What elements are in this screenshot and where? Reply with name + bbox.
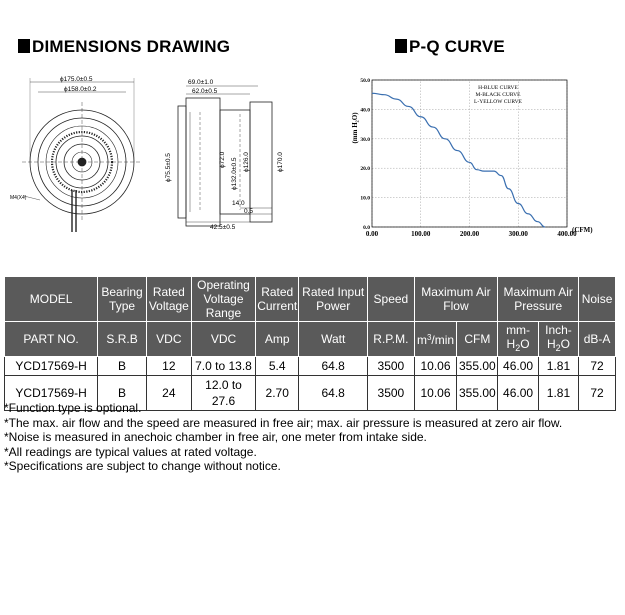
th-m3min: $m^3/\min$ [414,322,457,357]
cell-rated-power: 64.8 [299,357,368,376]
table-row [5,357,616,376]
cell-m3min: 10.06 [414,357,457,376]
pq-y-tick-label: 30.0 [360,136,370,143]
pq-curve-chart [340,72,615,247]
spec-table [4,276,616,411]
table-unit-row [5,322,616,357]
cell-rated-voltage: 12 [146,357,191,376]
cell-operating-voltage: 7.0 to 13.8 [191,357,255,376]
cell-operating-voltage: 12.0 to 27.6 [191,376,255,411]
dimensions-drawing [10,72,310,242]
pq-x-ticks [366,230,577,238]
table-header-row [5,277,616,322]
cell-rated-voltage: 24 [146,376,191,411]
th-speed: Speed [368,277,414,322]
cell-m3min: 10.06 [414,376,457,411]
cell-cfm: 355.00 [457,357,498,376]
pq-title-text: P-Q CURVE [409,37,505,56]
dim-d158-label: ϕ158.0±0.2 [64,86,97,93]
pq-h-curve [372,93,545,227]
th-max-air-flow: Maximum Air Flow [414,277,498,322]
title-square-icon [395,39,407,53]
cell-speed: 3500 [368,376,414,411]
th-model: MODEL [5,277,98,322]
legend-l: L-YELLOW CURVE [474,99,522,105]
th-noise: Noise [579,277,616,322]
cell-rated-current: 2.70 [256,376,299,411]
notes [4,401,562,474]
th-dba: dB-A [579,322,616,357]
dimensions-title [18,37,230,57]
pq-y-tick-label: 20.0 [360,166,370,173]
th-inchh2o: Inch-$H_2O$ [538,322,578,357]
dim-w69-label: 69.0±1.0 [188,79,214,86]
legend-h: H-BLUE CURVE [478,85,518,91]
th-max-air-pressure: Maximum Air Pressure [498,277,579,322]
pq-y-unit: (mm H₂O) [351,112,359,144]
th-rated-power: Rated Input Power [299,277,368,322]
cell-mmh2o: 46.00 [498,376,539,411]
dimensions-title-text: DIMENSIONS DRAWING [32,37,231,56]
th-mmh2o: $mm-H_2O$ [498,322,539,357]
pq-x-tick-label: 400.00 [557,230,577,238]
cell-noise: 72 [579,376,616,411]
dim-h05-label: 0.5 [244,208,254,215]
pq-x-unit: (CFM) [572,226,593,234]
legend-m: M-BLACK CURVE [475,92,521,98]
dim-d126-label: ϕ126.0 [243,152,250,172]
cell-inchh2o: 1.81 [538,376,578,411]
dim-w62-label: 62.0±0.5 [192,88,218,95]
cell-bearing: B [98,376,147,411]
note-line: *The max. air flow and the speed are measured in free air; max. air pressure is measured at zero air flow. [4,415,563,430]
th-rated-voltage: Rated Voltage [146,277,191,322]
pq-y-tick-label: 40.0 [360,107,370,114]
title-square-icon [18,39,30,53]
th-srb: S.R.B [98,322,147,357]
pq-x-tick-label: 100.00 [411,230,431,238]
cell-cfm: 355.00 [457,376,498,411]
th-rpm: R.P.M. [368,322,414,357]
dim-h14-label: 14.0 [232,200,245,207]
cell-inchh2o: 1.81 [538,357,578,376]
cell-rated-power: 64.8 [299,376,368,411]
cell-part-no: YCD17569-H [5,357,98,376]
th-cfm: CFM [457,322,498,357]
th-rated-current: Rated Current [256,277,299,322]
pq-curve-title [395,37,505,57]
dim-d175-label: ϕ175.0±0.5 [60,76,93,83]
dim-mounting-label: M4(X4) [10,195,27,201]
pq-y-ticks [360,78,370,231]
cell-rated-current: 5.4 [256,357,299,376]
th-watt: Watt [299,322,368,357]
dim-d132-label: ϕ132.0±0.5 [231,157,238,190]
dim-d72-label: ϕ72.0 [219,151,226,168]
th-vdc2: VDC [191,322,255,357]
pq-y-tick-label: 10.0 [360,195,370,202]
th-vdc1: VDC [146,322,191,357]
pq-x-tick-label: 200.00 [459,230,480,238]
front-view [22,78,142,232]
cell-bearing: B [98,357,147,376]
pq-y-tick-label: 50.0 [360,78,370,84]
cell-speed: 3500 [368,357,414,376]
note-line: *Noise is measured in anechoic chamber in free air, one meter from intake side. [4,430,427,444]
th-bearing: Bearing Type [98,277,147,322]
pq-y-tick-label: 0.0 [363,225,370,231]
note-line: *Function type is optional. [4,401,142,415]
cell-part-no: YCD17569-H [5,376,98,411]
th-part-no: PART NO. [5,322,98,357]
pq-x-tick-label: 0.00 [365,230,379,238]
note-line: *Specifications are subject to change without notice. [4,459,281,473]
note-line: *All readings are typical values at rated voltage. [4,444,257,459]
dim-h425-label: 42.5±0.5 [210,224,236,231]
dim-d75-label: ϕ75.5±0.5 [165,153,172,182]
dim-d170-label: ϕ170.0 [277,152,284,172]
pq-x-tick-label: 300.00 [508,230,528,238]
cell-mmh2o: 46.00 [498,357,539,376]
th-amp: Amp [256,322,299,357]
cell-noise: 72 [579,357,616,376]
th-operating-voltage: Operating Voltage Range [191,277,255,322]
